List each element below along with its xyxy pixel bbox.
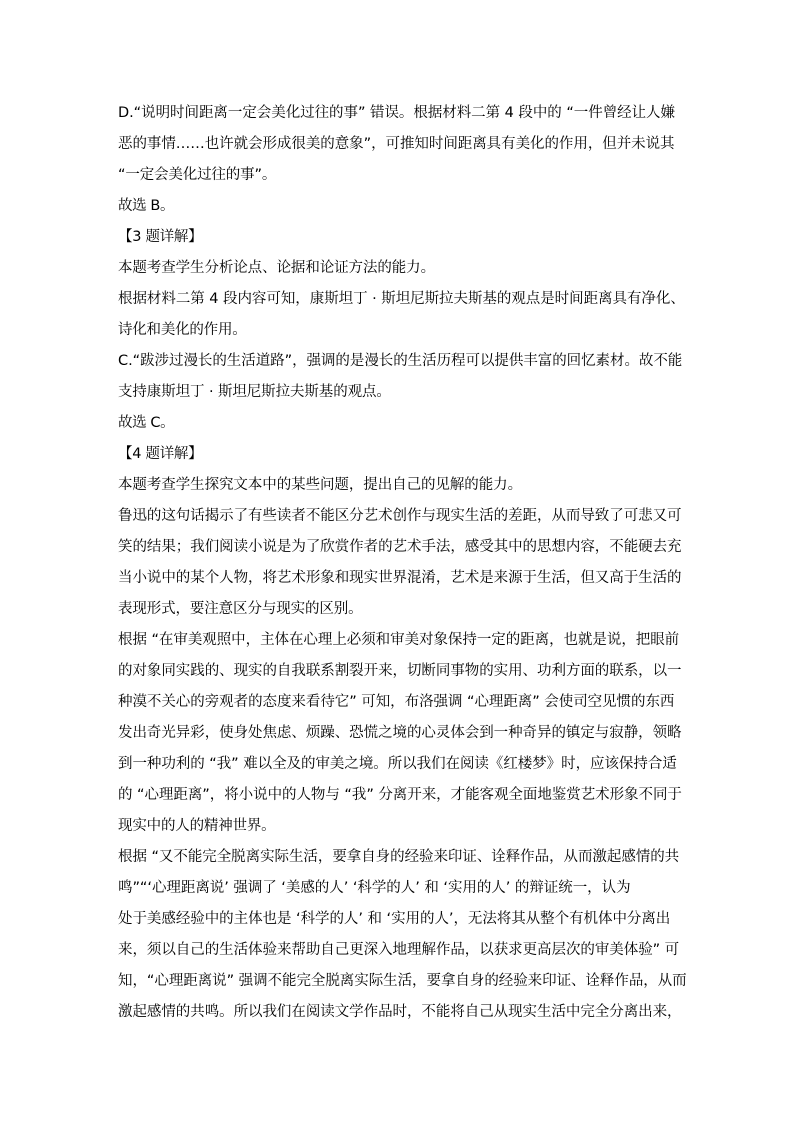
text-line: 当小说中的某个人物，将艺术形象和现实世界混淆，艺术是来源于生活，但又高于生活的 <box>118 570 682 586</box>
text-line: 发出奇光异彩，使身处焦虑、烦躁、恐慌之境的心灵体会到一种奇异的镇定与寂静，领略 <box>118 725 682 741</box>
text-line: 种漠不关心的旁观者的态度来看待它” 可知，布洛强调 “心理距离” 会使司空见惯的东西 <box>118 694 675 710</box>
section-heading: 【3 题详解】 <box>118 229 203 245</box>
text-line: 支持康斯坦丁 · 斯坦尼斯拉夫斯基的观点。 <box>118 384 391 400</box>
text-line: 鲁迅的这句话揭示了有些读者不能区分艺术创作与现实生活的差距，从而导致了可悲又可 <box>118 508 682 524</box>
text-line: 诗化和美化的作用。 <box>118 322 247 338</box>
text-line: 处于美感经验中的主体也是 ‘科学的人’ 和 ‘实用的人’，无法将其从整个有机体中分离出 <box>118 911 671 927</box>
text-line: 根据 “又不能完全脱离实际生活，要拿自身的经验来印证、诠释作品，从而激起感情的共 <box>118 849 680 865</box>
text-line: 本题考查学生分析论点、论据和论证方法的能力。 <box>118 260 435 276</box>
text-line: 的对象同实践的、现实的自我联系割裂开来，切断同事物的实用、功利方面的联系，以一 <box>118 663 682 679</box>
text-line: C.“跋涉过漫长的生活道路”，强调的是漫长的生活历程可以提供丰富的回忆素材。故不能 <box>118 353 683 369</box>
text-line: 知，“心理距离说” 强调不能完全脱离实际生活，要拿自身的经验来印证、诠释作品，从而 <box>118 973 687 989</box>
text-line: 笑的结果；我们阅读小说是为了欣赏作者的艺术手法，感受其中的思想内容，不能硬去充 <box>118 539 682 555</box>
text-line: D.“说明时间距离一定会美化过往的事” 错误。根据材料二第 4 段中的 “一件曾经让人嫌 <box>118 105 675 121</box>
text-line: 鸣”“‘心理距离说’ 强调了 ‘美感的人’ ‘科学的人’ 和 ‘实用的人’ 的辩证统一，认为 <box>118 880 631 896</box>
text-line: 故选 C。 <box>118 415 175 431</box>
text-line: 故选 B。 <box>118 198 175 214</box>
text-line: 表现形式，要注意区分与现实的区别。 <box>118 601 363 617</box>
text-line: 激起感情的共鸣。所以我们在阅读文学作品时，不能将自己从现实生活中完全分离出来， <box>118 1004 682 1020</box>
text-line: 本题考查学生探究文本中的某些问题，提出自己的见解的能力。 <box>118 477 522 493</box>
text-line: 恶的事情……也许就会形成很美的意象”，可推知时间距离具有美化的作用，但并未说其 <box>118 136 675 152</box>
text-line: 根据 “在审美观照中，主体在心理上必须和审美对象保持一定的距离，也就是说，把眼前 <box>118 632 680 648</box>
section-heading: 【4 题详解】 <box>118 446 203 462</box>
text-line: “一定会美化过往的事”。 <box>118 167 277 183</box>
text-line: 根据材料二第 4 段内容可知，康斯坦丁 · 斯坦尼斯拉夫斯基的观点是时间距离具有净化、 <box>118 291 685 307</box>
document-page <box>118 98 698 1028</box>
text-line: 现实中的人的精神世界。 <box>118 818 276 834</box>
text-line: 到一种功利的 “我” 难以全及的审美之境。所以我们在阅读《红楼梦》时，应该保持合适 <box>118 756 677 772</box>
text-line: 的 “心理距离”，将小说中的人物与 “我” 分离开来，才能客观全面地鉴赏艺术形象不同于 <box>118 787 682 803</box>
text-line: 来，须以自己的生活体验来帮助自己更深入地理解作品，以获求更高层次的审美体验” 可 <box>118 942 680 958</box>
